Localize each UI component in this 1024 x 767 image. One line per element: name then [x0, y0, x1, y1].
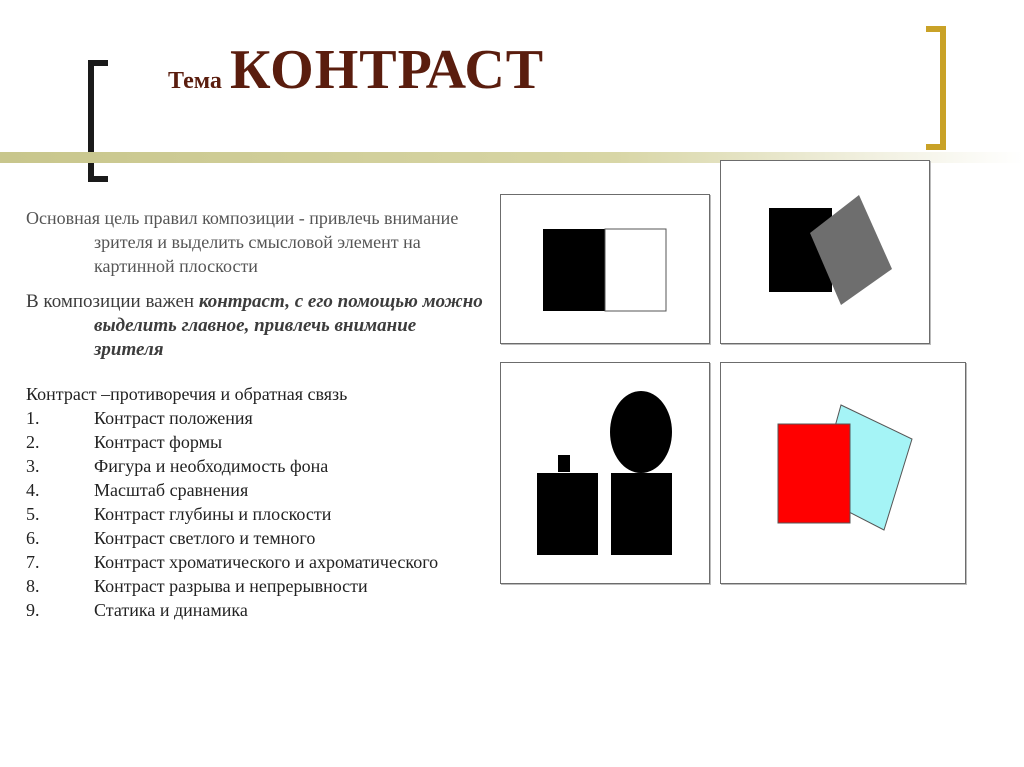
red-rect: [778, 424, 850, 523]
illustration-color-rectangles: [720, 362, 966, 584]
title-prefix: Тема: [168, 68, 222, 94]
list-item-text: Контраст разрыва и непрерывности: [94, 576, 368, 596]
illustration-black-white-halves: [500, 194, 710, 344]
black-white-halves-drawing: [501, 195, 709, 343]
black-oval: [610, 391, 672, 473]
list-item-text: Контраст положения: [94, 408, 253, 428]
list-heading: Контраст –противоречия и обратная связь: [26, 384, 348, 404]
left-bracket-decoration: [88, 60, 108, 182]
list-item-number: 1.: [26, 408, 40, 428]
list-item: [26, 406, 486, 430]
list-item-text: Контраст хроматического и ахроматического: [94, 552, 439, 572]
list-item-number: 6.: [26, 528, 40, 548]
list-item-number: 3.: [26, 456, 40, 476]
list-item: [26, 526, 486, 550]
list-item-text: Статика и динамика: [94, 600, 248, 620]
color-rectangles-drawing: [721, 363, 965, 583]
right-bracket-decoration: [926, 26, 946, 150]
illustration-overlapping-squares: [720, 160, 930, 344]
slide-text: [26, 206, 486, 622]
list-item: [26, 550, 486, 574]
list-item-text: Контраст светлого и темного: [94, 528, 316, 548]
right-black-rect: [611, 473, 672, 555]
emphasis-lead: В композиции важен: [26, 291, 199, 312]
list-item: [26, 454, 486, 478]
slide-title: [168, 38, 544, 102]
list-item-text: Контраст глубины и плоскости: [94, 504, 332, 524]
list-item: [26, 430, 486, 454]
black-half-rect: [543, 229, 605, 311]
white-half-rect: [605, 229, 666, 311]
list-item-number: 8.: [26, 576, 40, 596]
list-item-text: Контраст формы: [94, 432, 223, 452]
list-item: [26, 574, 486, 598]
list-item-text: Масштаб сравнения: [94, 480, 249, 500]
list-item-number: 7.: [26, 552, 40, 572]
list-item-number: 5.: [26, 504, 40, 524]
overlapping-squares-drawing: [721, 161, 929, 343]
emphasis-bold: контраст, с его помощью можно выделить главное, привлечь внимание зрителя: [94, 291, 483, 360]
small-black-rect: [558, 455, 570, 472]
illustration-figure-shapes: [500, 362, 710, 584]
list-item-text: Фигура и необходимость фона: [94, 456, 329, 476]
figure-shapes-drawing: [501, 363, 709, 583]
list-item: [26, 478, 486, 502]
left-black-rect: [537, 473, 598, 555]
intro-paragraph: Основная цель правил композиции - привлечь внимание зрителя и выделить смысловой элемент на картинной плоскости: [26, 208, 459, 276]
list-item-number: 4.: [26, 480, 40, 500]
list-item: [26, 598, 486, 622]
title-main: КОНТРАСТ: [229, 39, 545, 101]
emphasis-paragraph: [26, 290, 486, 362]
contrast-list: [26, 406, 486, 622]
list-item-number: 2.: [26, 432, 40, 452]
list-item: [26, 502, 486, 526]
list-item-number: 9.: [26, 600, 40, 620]
